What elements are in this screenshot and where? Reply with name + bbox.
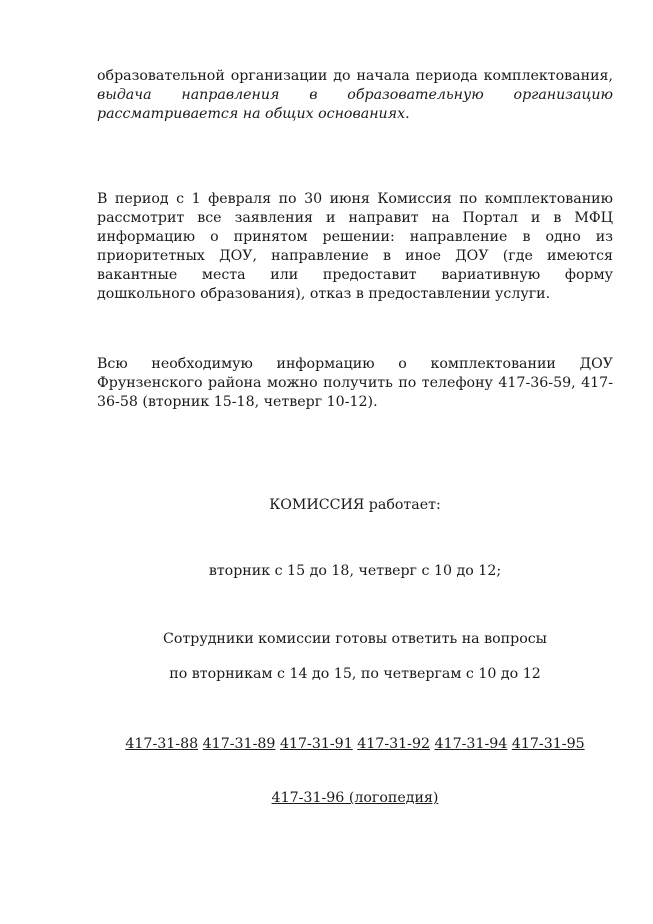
paragraph-contact-info: Всю необходимую информацию о комплектовании ДОУ Фрунзенского района можно получить по телефону 417-36-59, 417-36-58 (вторник 15-18, четверг 10-12). bbox=[97, 356, 613, 410]
commission-schedule: вторник с 15 до 18, четверг с 10 до 12; bbox=[208, 563, 502, 579]
paragraph-admission-italic: выдача направления в образовательную организацию рассматривается на общих основаниях. bbox=[97, 87, 613, 122]
staff-availability-line-2: по вторникам с 14 до 15, по четвергам с 10 до 12 bbox=[169, 666, 541, 682]
paragraph-commission-period: В период с 1 февраля по 30 июня Комиссия по комплектованию рассмотрит все заявления и направит на Портал и в МФЦ информацию о принятом решении: направление в одно из приоритетных ДОУ, направление в иное ДОУ (где имеются вакантные места или предоставит вариативную форму дошкольного образования), отказ в предоставлении услуги. bbox=[97, 191, 613, 302]
phone-number: 417-31-95 bbox=[511, 736, 585, 752]
phone-number: 417-31-94 bbox=[434, 736, 508, 752]
phone-number: 417-31-92 bbox=[357, 736, 431, 752]
phone-list bbox=[97, 735, 613, 754]
commission-heading: КОМИССИЯ работает: bbox=[269, 497, 441, 513]
phone-number: 417-31-89 bbox=[202, 736, 276, 752]
paragraph-admission-conditions bbox=[97, 67, 613, 124]
phone-number: 417-31-91 bbox=[279, 736, 353, 752]
staff-availability-line-1: Сотрудники комиссии готовы ответить на вопросы bbox=[163, 631, 547, 647]
paragraph-admission-text: образовательной организации до начала периода комплектования, bbox=[97, 68, 613, 84]
phone-number: 417-31-88 bbox=[125, 736, 199, 752]
phone-logopedia: 417-31-96 (логопедия) bbox=[271, 790, 439, 806]
